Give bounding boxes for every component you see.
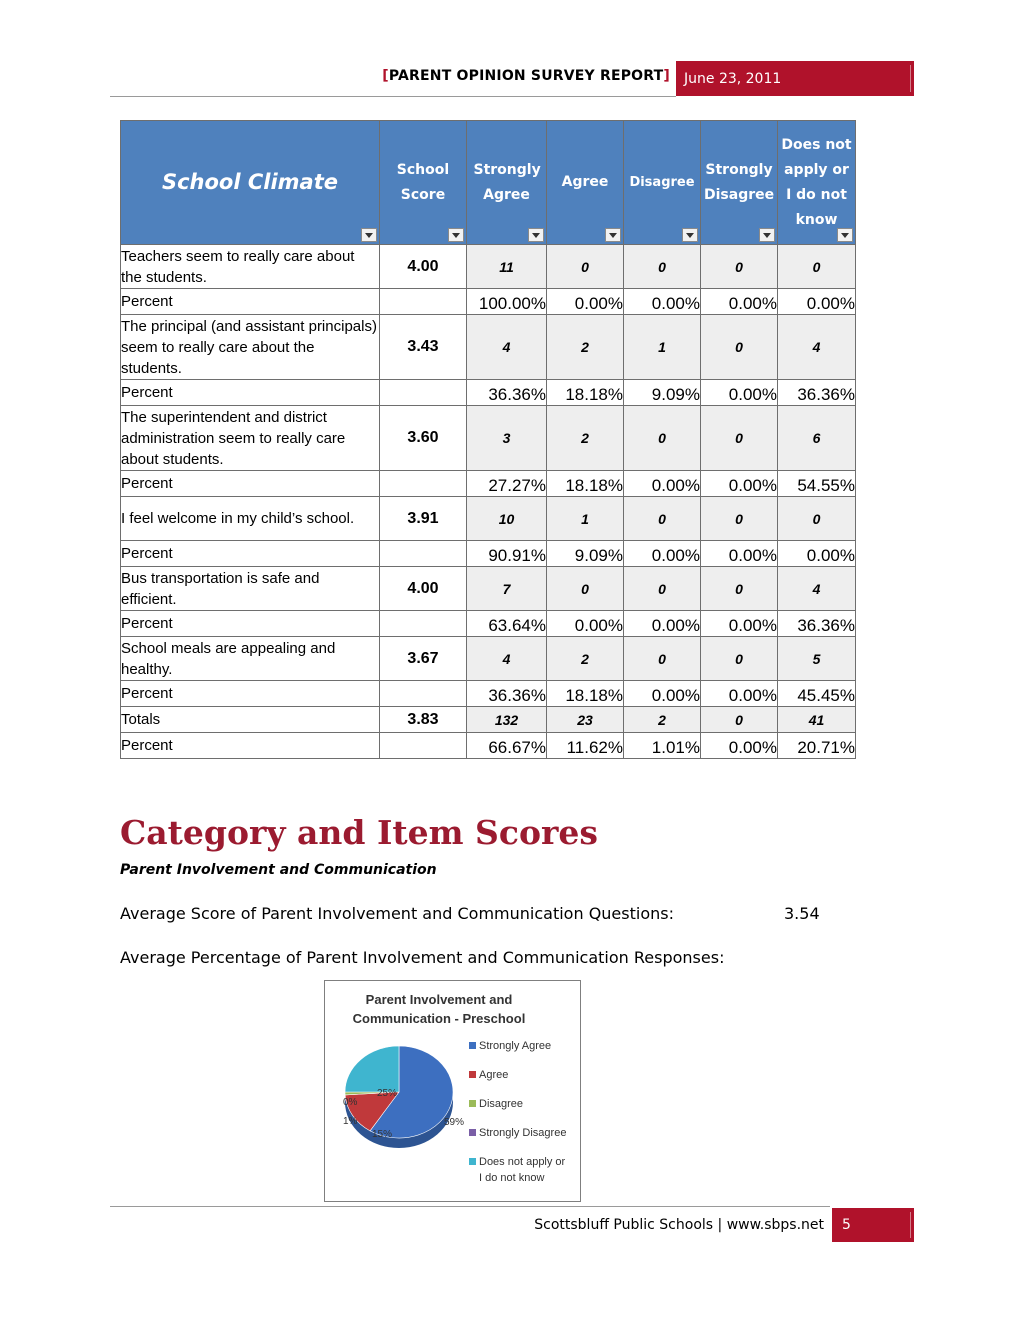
percent-row xyxy=(121,681,856,707)
percent-cell: 0.00% xyxy=(624,611,701,637)
empty-score-cell xyxy=(380,681,467,707)
percent-cell: 0.00% xyxy=(701,471,778,497)
percent-cell: 0.00% xyxy=(778,289,856,315)
count-cell: 0 xyxy=(701,406,778,471)
percent-cell: 0.00% xyxy=(624,289,701,315)
col-header-does-not-apply[interactable]: Does not apply or I do not know xyxy=(778,121,856,245)
count-cell: 10 xyxy=(467,497,547,541)
item-row xyxy=(121,315,856,380)
title-bracket-open: [ xyxy=(382,68,389,84)
date-divider xyxy=(910,65,911,92)
count-cell: 3 xyxy=(467,406,547,471)
count-cell: 0 xyxy=(701,497,778,541)
count-cell: 0 xyxy=(624,637,701,681)
score-cell: 3.67 xyxy=(380,637,467,681)
percent-label-cell: Percent xyxy=(121,541,380,567)
legend-swatch xyxy=(469,1100,476,1107)
count-cell: 0 xyxy=(701,637,778,681)
count-cell: 0 xyxy=(701,315,778,380)
col-header-disagree[interactable]: Disagree xyxy=(624,121,701,245)
question-cell: I feel welcome in my child’s school. xyxy=(121,497,380,541)
percent-row xyxy=(121,289,856,315)
score-cell: 4.00 xyxy=(380,245,467,289)
legend-label: Strongly Agree xyxy=(479,1040,552,1052)
count-cell: 2 xyxy=(547,637,624,681)
totals-count-cell: 2 xyxy=(624,707,701,733)
percent-cell: 0.00% xyxy=(701,380,778,406)
percent-cell: 63.64% xyxy=(467,611,547,637)
filter-dropdown-icon[interactable] xyxy=(605,228,621,242)
percent-cell: 54.55% xyxy=(778,471,856,497)
count-cell: 1 xyxy=(624,315,701,380)
footer-text: Scottsbluff Public Schools | www.sbps.net xyxy=(534,1217,824,1233)
col-header-school-climate[interactable]: School Climate xyxy=(121,121,380,245)
percent-cell: 9.09% xyxy=(547,541,624,567)
legend-label: Strongly Disagree xyxy=(479,1127,567,1139)
percent-cell: 0.00% xyxy=(547,289,624,315)
empty-score-cell xyxy=(380,733,467,759)
filter-dropdown-icon[interactable] xyxy=(528,228,544,242)
totals-percent-cell: 66.67% xyxy=(467,733,547,759)
count-cell: 1 xyxy=(547,497,624,541)
empty-score-cell xyxy=(380,541,467,567)
totals-percent-cell: 0.00% xyxy=(701,733,778,759)
count-cell: 0 xyxy=(624,406,701,471)
percent-label-cell: Percent xyxy=(121,380,380,406)
count-cell: 0 xyxy=(547,567,624,611)
question-cell: The superintendent and district administration seem to really care about students. xyxy=(121,406,380,471)
title-text: PARENT OPINION SURVEY REPORT xyxy=(388,68,664,84)
count-cell: 0 xyxy=(624,497,701,541)
percent-cell: 0.00% xyxy=(547,611,624,637)
percent-cell: 0.00% xyxy=(701,681,778,707)
pie-chart xyxy=(324,980,581,1202)
percent-cell: 0.00% xyxy=(701,611,778,637)
average-score-label: Average Score of Parent Involvement and Communication Questions: xyxy=(120,904,674,923)
col-header-strongly-disagree[interactable]: Strongly Disagree xyxy=(701,121,778,245)
percent-cell: 100.00% xyxy=(467,289,547,315)
percent-cell: 0.00% xyxy=(701,289,778,315)
percent-cell: 36.36% xyxy=(778,380,856,406)
score-cell: 3.91 xyxy=(380,497,467,541)
count-cell: 0 xyxy=(701,245,778,289)
totals-percent-cell: 11.62% xyxy=(547,733,624,759)
percent-row xyxy=(121,380,856,406)
percent-label-cell: Percent xyxy=(121,611,380,637)
percent-cell: 36.36% xyxy=(467,380,547,406)
date-text: June 23, 2011 xyxy=(684,71,782,87)
score-cell: 3.60 xyxy=(380,406,467,471)
totals-row xyxy=(121,707,856,733)
filter-dropdown-icon[interactable] xyxy=(448,228,464,242)
percent-cell: 45.45% xyxy=(778,681,856,707)
question-cell: Bus transportation is safe and efficient. xyxy=(121,567,380,611)
report-date xyxy=(676,61,914,96)
totals-count-cell: 0 xyxy=(701,707,778,733)
percent-cell: 0.00% xyxy=(624,471,701,497)
average-percentage-label: Average Percentage of Parent Involvement and Communication Responses: xyxy=(120,948,725,967)
percent-cell: 0.00% xyxy=(778,541,856,567)
percent-cell: 36.36% xyxy=(467,681,547,707)
empty-score-cell xyxy=(380,380,467,406)
pie-data-label: 15% xyxy=(372,1129,393,1140)
page-number xyxy=(832,1208,914,1242)
percent-label-cell: Percent xyxy=(121,733,380,759)
pie-data-label: 0% xyxy=(343,1097,358,1108)
percent-cell: 36.36% xyxy=(778,611,856,637)
header-row xyxy=(121,121,856,245)
legend-swatch xyxy=(469,1042,476,1049)
chart-title-line: Communication - Preschool xyxy=(352,1011,526,1026)
count-cell: 11 xyxy=(467,245,547,289)
count-cell: 2 xyxy=(547,406,624,471)
item-row xyxy=(121,497,856,541)
score-cell: 3.43 xyxy=(380,315,467,380)
item-row xyxy=(121,406,856,471)
percent-row xyxy=(121,471,856,497)
col-header-strongly-agree[interactable]: Strongly Agree xyxy=(467,121,547,245)
percent-cell: 0.00% xyxy=(624,681,701,707)
chart-title-line: Parent Involvement and xyxy=(365,992,513,1007)
item-row xyxy=(121,637,856,681)
empty-score-cell xyxy=(380,611,467,637)
table-body xyxy=(121,245,856,759)
percent-row xyxy=(121,541,856,567)
empty-score-cell xyxy=(380,471,467,497)
question-cell: School meals are appealing and healthy. xyxy=(121,637,380,681)
page-divider xyxy=(910,1212,911,1238)
header-rule xyxy=(110,96,676,97)
pie-slice-does-not-apply-or-i-do-not-know xyxy=(345,1046,399,1092)
count-cell: 0 xyxy=(778,497,856,541)
count-cell: 4 xyxy=(778,315,856,380)
count-cell: 0 xyxy=(624,567,701,611)
legend-label: Does not apply or xyxy=(479,1156,566,1168)
filter-dropdown-icon[interactable] xyxy=(682,228,698,242)
count-cell: 2 xyxy=(547,315,624,380)
percent-cell: 18.18% xyxy=(547,471,624,497)
pie-data-label: 1% xyxy=(343,1116,358,1127)
count-cell: 5 xyxy=(778,637,856,681)
filter-dropdown-icon[interactable] xyxy=(361,228,377,242)
count-cell: 6 xyxy=(778,406,856,471)
page-number-text: 5 xyxy=(842,1217,851,1233)
totals-count-cell: 23 xyxy=(547,707,624,733)
average-score-value: 3.54 xyxy=(784,904,820,923)
percent-cell: 90.91% xyxy=(467,541,547,567)
totals-score-cell: 3.83 xyxy=(380,707,467,733)
percent-label-cell: Percent xyxy=(121,681,380,707)
question-cell: The principal (and assistant principals) seem to really care about the students. xyxy=(121,315,380,380)
totals-percent-row xyxy=(121,733,856,759)
question-cell: Teachers seem to really care about the students. xyxy=(121,245,380,289)
legend-label: Disagree xyxy=(479,1098,524,1110)
percent-cell: 0.00% xyxy=(624,541,701,567)
totals-percent-cell: 1.01% xyxy=(624,733,701,759)
percent-label-cell: Percent xyxy=(121,289,380,315)
item-row xyxy=(121,245,856,289)
totals-label-cell: Totals xyxy=(121,707,380,733)
school-climate-table xyxy=(120,120,856,759)
percent-cell: 27.27% xyxy=(467,471,547,497)
count-cell: 0 xyxy=(701,567,778,611)
col-header-school-score[interactable]: School Score xyxy=(380,121,467,245)
empty-score-cell xyxy=(380,289,467,315)
percent-label-cell: Percent xyxy=(121,471,380,497)
count-cell: 4 xyxy=(467,315,547,380)
percent-cell: 9.09% xyxy=(624,380,701,406)
totals-count-cell: 41 xyxy=(778,707,856,733)
filter-dropdown-icon[interactable] xyxy=(837,228,853,242)
count-cell: 7 xyxy=(467,567,547,611)
item-row xyxy=(121,567,856,611)
count-cell: 0 xyxy=(547,245,624,289)
count-cell: 0 xyxy=(778,245,856,289)
totals-count-cell: 132 xyxy=(467,707,547,733)
legend-swatch xyxy=(469,1071,476,1078)
title-bracket-close: ] xyxy=(663,68,670,84)
percent-cell: 18.18% xyxy=(547,380,624,406)
score-cell: 4.00 xyxy=(380,567,467,611)
pie-chart-svg xyxy=(325,981,580,1201)
report-title xyxy=(330,68,670,84)
legend-swatch xyxy=(469,1129,476,1136)
pie-data-label: 25% xyxy=(377,1088,398,1099)
count-cell: 4 xyxy=(467,637,547,681)
col-header-agree[interactable]: Agree xyxy=(547,121,624,245)
count-cell: 4 xyxy=(778,567,856,611)
percent-row xyxy=(121,611,856,637)
legend-swatch xyxy=(469,1158,476,1165)
section-subtitle: Parent Involvement and Communication xyxy=(120,862,437,878)
legend-label: Agree xyxy=(479,1069,509,1081)
percent-cell: 0.00% xyxy=(701,541,778,567)
legend-label: I do not know xyxy=(479,1172,545,1184)
filter-dropdown-icon[interactable] xyxy=(759,228,775,242)
count-cell: 0 xyxy=(624,245,701,289)
section-title: Category and Item Scores xyxy=(120,813,598,852)
pie-data-label: 59% xyxy=(444,1117,465,1128)
totals-percent-cell: 20.71% xyxy=(778,733,856,759)
footer-rule xyxy=(110,1206,830,1207)
percent-cell: 18.18% xyxy=(547,681,624,707)
